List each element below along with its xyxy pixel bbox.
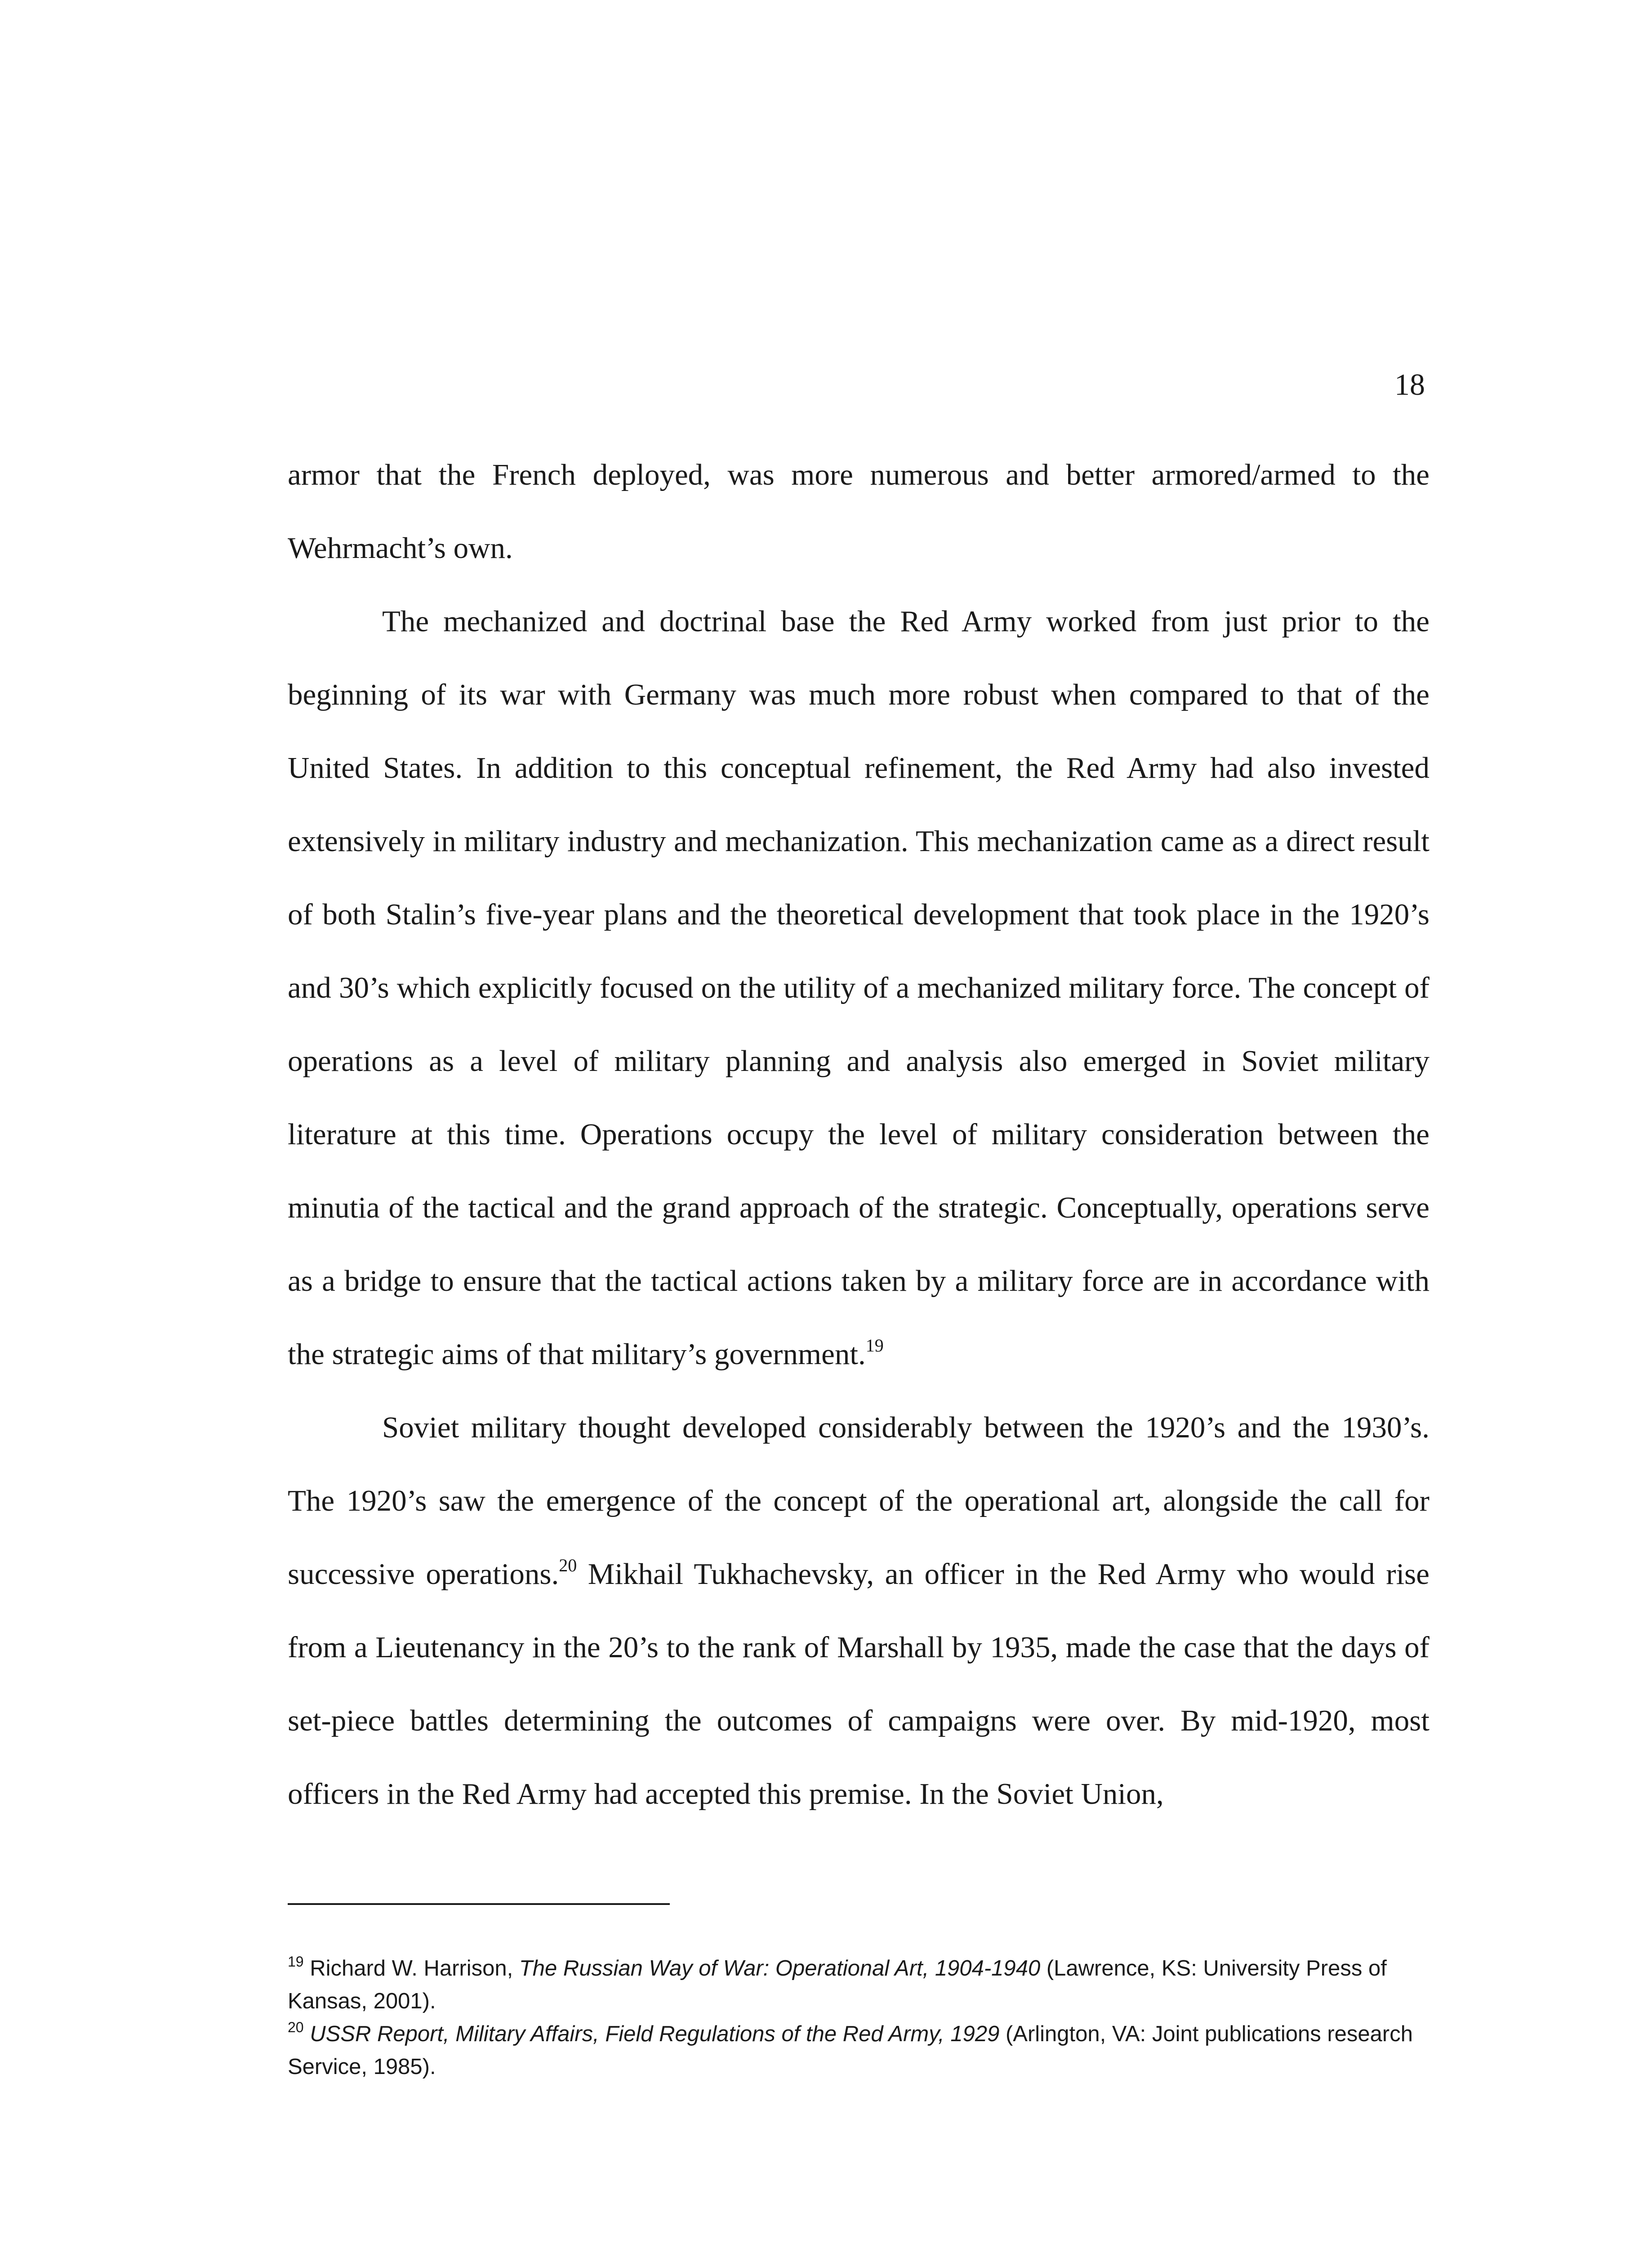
page-number: 18 bbox=[1394, 367, 1425, 401]
footnote-19 bbox=[288, 1952, 1438, 2018]
paragraph-text: Soviet military thought developed considerably between the 1920’s and the 1930’s. The 1920’s saw the emergence of the concept of the operational art, alongside the call for successive operations. bbox=[288, 1411, 1429, 1591]
paragraph-soviet-thought bbox=[288, 1391, 1429, 1831]
paragraph-red-army-base bbox=[288, 585, 1429, 1391]
paragraph-text: The mechanized and doctrinal base the Red Army worked from just prior to the beginning of its war with Germany was much more robust when compared to that of the United States. In addition to this conceptual refinement, the Red Army had also invested extensively in military industry and mechanization. This mechanization came as a direct result of both Stalin’s five-year plans and the theoretical development that took place in the 1920’s and 30’s which explicitly focused on the utility of a mechanized military force. The concept of operations as a level of military planning and analysis also emerged in Soviet military literature at this time. Operations occupy the level of military consideration between the minutia of the tactical and the grand approach of the strategic. Conceptually, operations serve as a bridge to ensure that the tactical actions taken by a military force are in accordance with the strategic aims of that military’s government. bbox=[288, 605, 1429, 1371]
footnote-publication: (Lawrence, KS: University Press of Kansas, 2001). bbox=[288, 1956, 1387, 2013]
footnote-separator bbox=[288, 1903, 670, 1905]
footnotes bbox=[288, 1952, 1438, 2083]
paragraph-text: armor that the French deployed, was more numerous and better armored/armed to the Wehrmacht’s own. bbox=[288, 458, 1429, 565]
footnote-title: USSR Report, Military Affairs, Field Regulations of the Red Army, 1929 bbox=[310, 2022, 1000, 2046]
footnote-publication: (Arlington, VA: Joint publications research Service, 1985). bbox=[288, 2022, 1413, 2079]
footnote-reference[interactable]: 20 bbox=[559, 1555, 577, 1575]
footnote-author: Richard W. Harrison, bbox=[310, 1956, 519, 1980]
footnote-20 bbox=[288, 2018, 1438, 2083]
footnote-reference[interactable]: 19 bbox=[865, 1335, 884, 1356]
body-text bbox=[288, 438, 1429, 1831]
paragraph-text: Mikhail Tukhachevsky, an officer in the Red Army who would rise from a Lieutenancy in the 20’s to the rank of Marshall by 1935, made the case that the days of set-piece battles determining the outcomes of campaigns were over. By mid-1920, most officers in the Red Army had accepted this premise. In the Soviet Union, bbox=[288, 1557, 1429, 1811]
paragraph-continuation bbox=[288, 438, 1429, 585]
footnote-number: 19 bbox=[288, 1954, 304, 1970]
footnote-title: The Russian Way of War: Operational Art, 1904-1940 bbox=[519, 1956, 1041, 1980]
footnote-number: 20 bbox=[288, 2019, 304, 2035]
